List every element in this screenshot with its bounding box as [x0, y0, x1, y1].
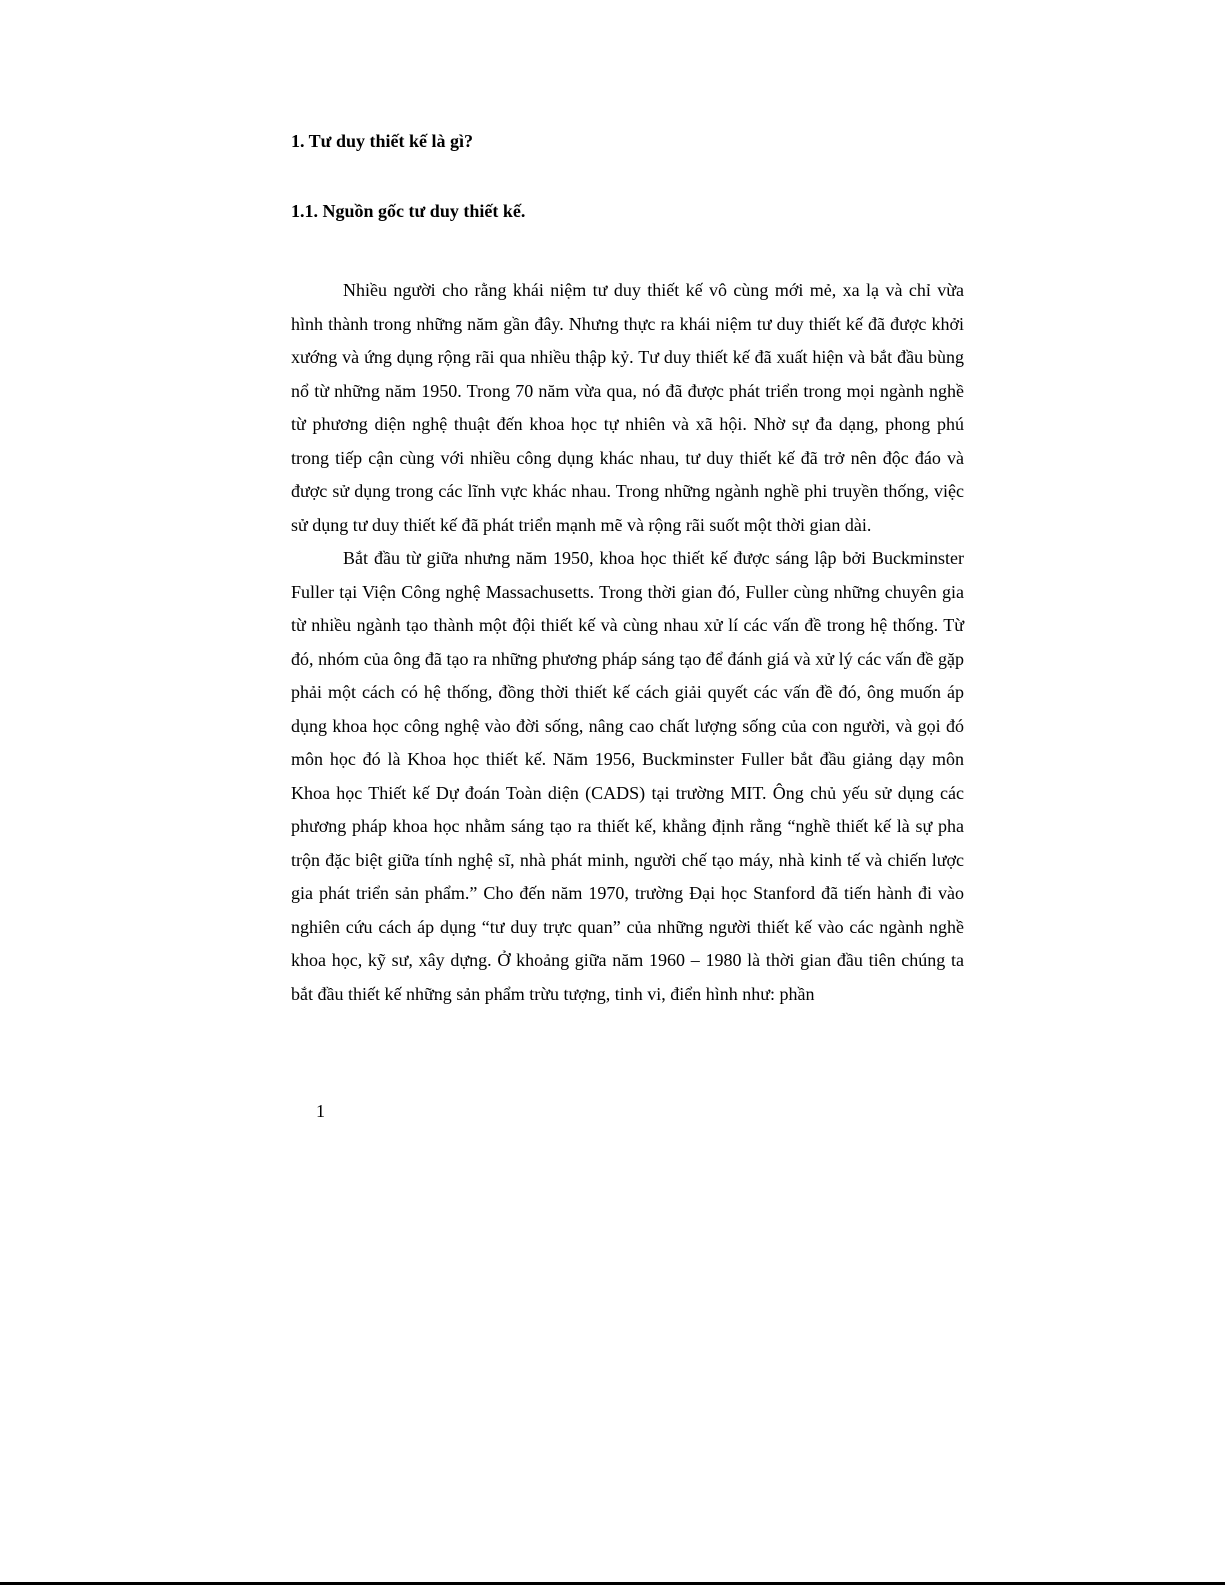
paragraph: Nhiều người cho rằng khái niệm tư duy thiết kế vô cùng mới mẻ, xa lạ và chỉ vừa hình thành trong những năm gần đây. Nhưng thực ra khái niệm tư duy thiết kế đã được khởi xướng và ứng dụng rộng rãi qua nhiều thập kỷ. Tư duy thiết kế đã xuất hiện và bắt đầu bùng nổ từ những năm 1950. Trong 70 năm vừa qua, nó đã được phát triển trong mọi ngành nghề từ phương diện nghệ thuật đến khoa học tự nhiên và xã hội. Nhờ sự đa dạng, phong phú trong tiếp cận cùng với nhiều công dụng khác nhau, tư duy thiết kế đã trở nên độc đáo và được sử dụng trong các lĩnh vực khác nhau. Trong những ngành nghề phi truyền thống, việc sử dụng tư duy thiết kế đã phát triển mạnh mẽ và rộng rãi suốt một thời gian dài.	[291, 280, 964, 535]
section-heading: 1. Tư duy thiết kế là gì?	[291, 131, 473, 151]
page-number: 1	[316, 1101, 325, 1121]
paragraph: Bắt đầu từ giữa nhưng năm 1950, khoa học thiết kế được sáng lập bởi Buckminster Fuller tại Viện Công nghệ Massachusetts. Trong thời gian đó, Fuller cùng những chuyên gia từ nhiều ngành tạo thành một đội thiết kế và cùng nhau xử lí các vấn đề trong hệ thống. Từ đó, nhóm của ông đã tạo ra những phương pháp sáng tạo để đánh giá và xử lý các vấn đề gặp phải một cách có hệ thống, đồng thời thiết kế cách giải quyết các vấn đề đó, ông muốn áp dụng khoa học công nghệ vào đời sống, nâng cao chất lượng sống của con người, và gọi đó môn học đó là Khoa học thiết kế. Năm 1956, Buckminster Fuller bắt đầu giảng dạy môn Khoa học Thiết kế Dự đoán Toàn diện (CADS) tại trường MIT. Ông chủ yếu sử dụng các phương pháp khoa học nhằm sáng tạo ra thiết kế, khẳng định rằng “nghề thiết kế là sự pha trộn đặc biệt giữa tính nghệ sĩ, nhà phát minh, người chế tạo máy, nhà kinh tế và chiến lược gia phát triển sản phẩm.” Cho đến năm 1970, trường Đại học Stanford đã tiến hành đi vào nghiên cứu cách áp dụng “tư duy trực quan” của những người thiết kế vào các ngành nghề khoa học, kỹ sư, xây dựng. Ở khoảng giữa năm 1960 – 1980 là thời gian đầu tiên chúng ta bắt đầu thiết kế những sản phẩm trừu tượng, tinh vi, điển hình như: phần	[291, 548, 964, 1004]
subsection-heading: 1.1. Nguồn gốc tư duy thiết kế.	[291, 201, 526, 221]
body-text	[291, 274, 964, 1011]
